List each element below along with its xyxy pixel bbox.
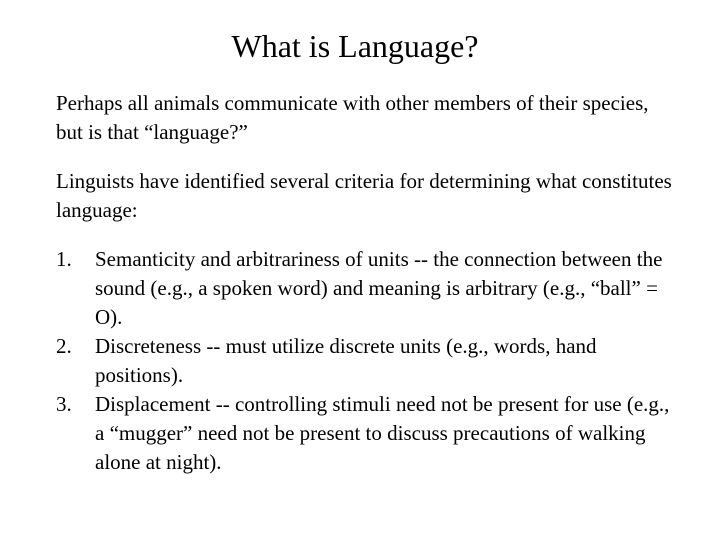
list-item-number: 1.: [56, 247, 72, 271]
criteria-intro-paragraph: Linguists have identified several criteria for determining what constitutes language:: [56, 169, 672, 222]
list-item-number: 2.: [56, 334, 72, 358]
criteria-item-discreteness: [56, 332, 676, 390]
criteria-list: [56, 245, 676, 477]
list-item-text: Displacement -- controlling stimuli need not be present for use (e.g., a “mugger” need not be present to discuss precautions of walking alone at night).: [95, 392, 670, 474]
slide-title: What is Language?: [231, 28, 479, 64]
intro-paragraph: Perhaps all animals communicate with other members of their species, but is that “language?”: [56, 91, 649, 144]
list-item-number: 3.: [56, 392, 72, 416]
list-item-text: Semanticity and arbitrariness of units -- the connection between the sound (e.g., a spoken word) and meaning is arbitrary (e.g., “ball” = O).: [95, 247, 663, 329]
list-item-text: Discreteness -- must utilize discrete units (e.g., words, hand positions).: [95, 334, 597, 387]
criteria-item-semanticity: [56, 245, 676, 332]
criteria-item-displacement: [56, 390, 676, 477]
